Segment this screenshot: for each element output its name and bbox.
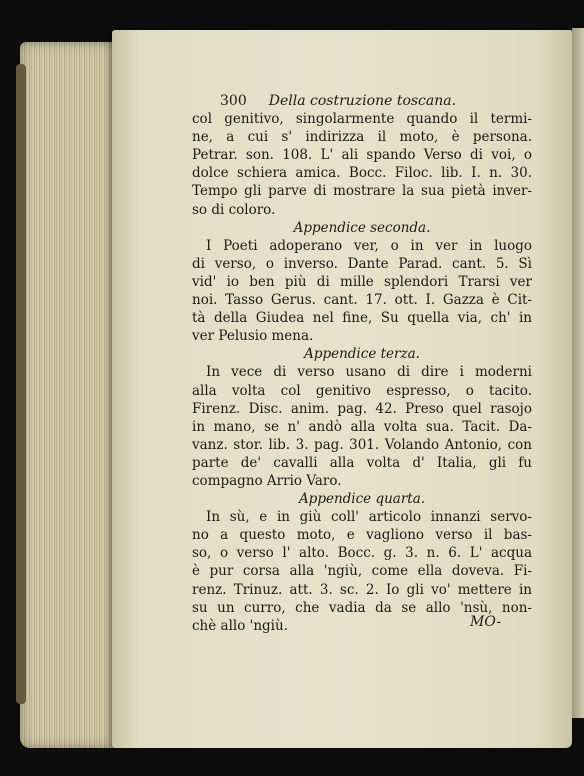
page-header xyxy=(220,92,532,110)
text-line: vanz. stor. lib. 3. pag. 301. Volando Antonio, con xyxy=(192,436,532,453)
text-line: noi. Tasso Gerus. cant. 17. ott. I. Gazza è Cit- xyxy=(192,292,532,309)
text-line: renz. Trinuz. att. 3. sc. 2. Io gli vo' mettere in xyxy=(192,581,532,598)
text-line: I Poeti adoperano ver, o in ver in luogo xyxy=(206,237,532,254)
text-line: chè allo 'ngiù. xyxy=(192,617,288,634)
text-line: col genitivo, singolarmente quando il termi- xyxy=(192,111,532,128)
text-line: dolce schiera amica. Bocc. Filoc. lib. I. n. 30. xyxy=(192,165,532,182)
text-line: Tempo gli parve di mostrare la sua pietà inver- xyxy=(192,183,532,200)
text-line: Firenz. Disc. anim. pag. 42. Preso quel rasojo xyxy=(192,400,532,417)
text-line: ver Pelusio mena. xyxy=(192,328,314,345)
text-line: ne, a cui s' indirizza il moto, è persona. xyxy=(192,129,532,146)
text-line: è pur corsa alla 'ngiù, come ella doveva. Fi- xyxy=(192,563,532,580)
text-line: In vece di verso usano di dire i moderni xyxy=(206,364,532,381)
text-line: In sù, e in giù coll' articolo innanzi servo- xyxy=(206,509,532,526)
page-text xyxy=(192,92,532,635)
text-line: vid' io ben più di mille splendori Trarsi ver xyxy=(192,273,532,290)
section-heading: Appendice quarta. xyxy=(298,491,426,508)
text-line: tà della Giudea nel fine, Su quella via, ch' in xyxy=(192,310,532,327)
running-head: Della costruzione toscana. xyxy=(268,93,457,109)
text-line: so di coloro. xyxy=(192,201,276,218)
text-line: in mano, se n' andò alla volta sua. Tacit. Da- xyxy=(192,418,532,435)
text-line: su un curro, che vadia da se allo 'nsù, non- xyxy=(192,599,532,616)
section-heading: Appendice seconda. xyxy=(293,219,431,236)
text-line: di verso, o inverso. Dante Parad. cant. 5. Sì xyxy=(192,255,532,272)
body-lines xyxy=(192,110,532,635)
text-line: compagno Arrio Varo. xyxy=(192,472,342,489)
right-page-edge xyxy=(572,28,584,718)
text-line: parte de' cavalli alla volta d' Italia, gli fu xyxy=(192,454,532,471)
catchword: MO- xyxy=(470,614,502,630)
section-heading: Appendice terza. xyxy=(304,346,420,363)
text-line: so, o verso l' alto. Bocc. g. 3. n. 6. L' acqua xyxy=(192,545,532,562)
page-number: 300 xyxy=(220,93,247,109)
text-line: alla volta col genitivo espresso, o tacito. xyxy=(192,382,532,399)
text-line: no a questo moto, e vagliono verso il bas- xyxy=(192,527,532,544)
text-line: Petrar. son. 108. L' ali spando Verso di voi, o xyxy=(192,147,532,164)
page-block-edge xyxy=(20,42,120,748)
